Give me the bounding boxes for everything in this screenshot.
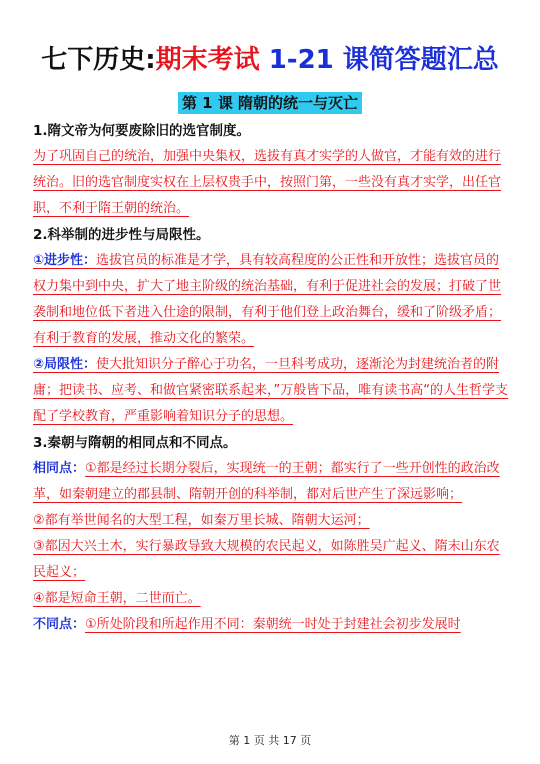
lesson-heading-wrap	[0, 92, 540, 114]
question-3: 3.秦朝与隋朝的相同点和不同点。	[33, 435, 237, 451]
question-1: 1.隋文帝为何要废除旧的选官制度。	[33, 123, 251, 139]
same-label: 相同点：	[33, 461, 86, 476]
title-range: 1-21 课简答题汇总	[268, 45, 499, 75]
lesson-heading: 第 1 课 隋朝的统一与灭亡	[178, 92, 362, 114]
answer-2-limit	[33, 352, 510, 430]
progress-text: 选拔官员的标准是才学，具有较高程度的公正性和开放性；选拔官员的权力集中到中央，扩大了地主阶级的统治基础，有利于促进社会的发展；打破了世袭制和地位低下者进入仕途的限制，有利于他们登上政治舞台，缓和了阶级矛盾；有利于教育的发展，推动文化的繁荣。	[33, 253, 502, 346]
answer-3-same-4	[33, 586, 510, 612]
answer-3-same-1	[33, 456, 510, 508]
page-title	[0, 42, 540, 78]
same-item-3: ③都因大兴土木，实行暴政导致大规模的农民起义，如陈胜吴广起义、隋末山东农民起义；	[33, 539, 500, 580]
progress-label: ①进步性：	[33, 253, 97, 268]
answer-1-text: 为了巩固自己的统治，加强中央集权，选拔有真才实学的人做官，才能有效的进行统治。旧的选官制度实权在上层权贵手中，按照门第，一些没有真才实学，出任官职，不利于隋王朝的统治。	[33, 149, 502, 216]
answer-2-progress	[33, 248, 510, 352]
title-exam: 期末考试	[155, 45, 260, 75]
answer-1	[33, 144, 510, 222]
answer-3-same-2	[33, 508, 510, 534]
limit-text: 使大批知识分子醉心于功名，一旦科考成功，逐渐沦为封建统治者的附庸；把读书、应考、和做官紧密联系起来，”万般皆下品，唯有读书高“的人生哲学支配了学校教育，严重影响着知识分子的思想。	[33, 357, 508, 424]
title-subject: 七下历史	[41, 45, 146, 75]
diff-item-1: ①所处阶段和所起作用不同：秦朝统一时处于封建社会初步发展时	[85, 617, 461, 632]
page-footer: 第 1 页 共 17 页	[228, 734, 312, 747]
answer-3-diff	[33, 612, 510, 638]
answer-3-same-3	[33, 534, 510, 586]
title-colon: :	[145, 45, 156, 75]
same-item-2: ②都有举世闻名的大型工程，如秦万里长城、隋朝大运河；	[33, 513, 370, 528]
limit-label: ②局限性：	[33, 357, 97, 372]
question-2: 2.科举制的进步性与局限性。	[33, 227, 210, 243]
same-item-4: ④都是短命王朝，二世而亡。	[33, 591, 201, 606]
content-body	[33, 118, 510, 638]
diff-label: 不同点：	[33, 617, 86, 632]
same-item-1: ①都是经过长期分裂后，实现统一的王朝；都实行了一些开创性的政治改革，如秦朝建立的郡县制、隋朝开创的科举制，都对后世产生了深远影响；	[33, 461, 500, 502]
